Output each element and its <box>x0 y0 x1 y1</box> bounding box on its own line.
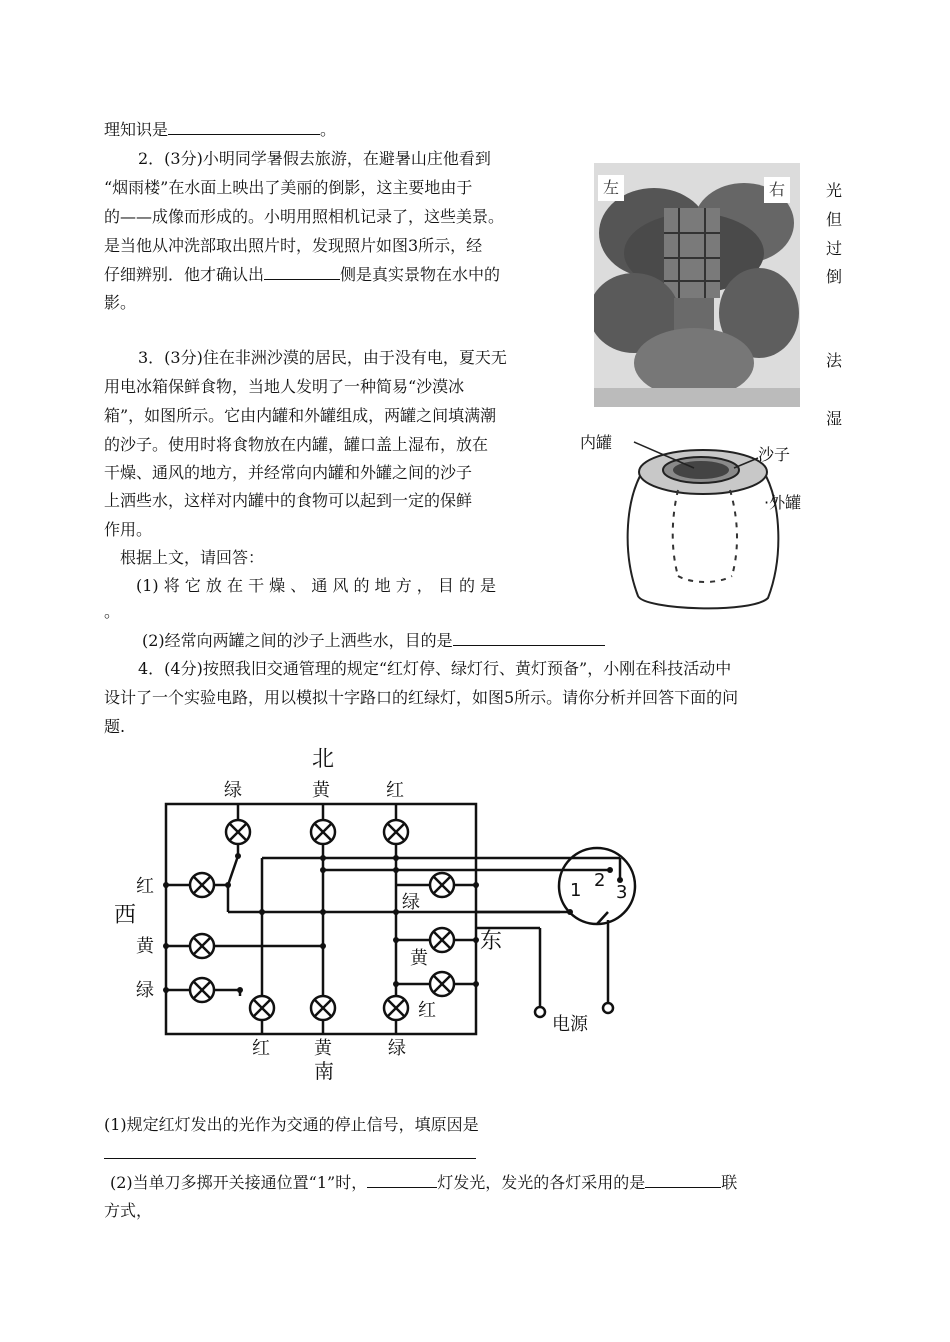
north-lamp-label: 红 <box>386 780 404 801</box>
q2-right-char: 光 <box>826 181 843 200</box>
q4-sub1: (1)规定红灯发出的光作为交通的停止信号，填原因是 <box>104 1115 479 1134</box>
lamp-icon <box>384 996 408 1020</box>
lamp-icon <box>384 820 408 844</box>
east-lamp-label: 绿 <box>402 892 420 913</box>
q2-line-3: 的——成像而形成的。小明用照相机记录了，这些美景。 <box>104 207 505 226</box>
q3-line-2: 用电冰箱保鲜食物，当地人发明了一种简易“沙漠冰 <box>104 377 465 396</box>
sand-fridge-drawing <box>582 424 832 616</box>
lamp-icon <box>190 978 214 1002</box>
q3-line-6: 上洒些水，这样对内罐中的食物可以起到一定的保鲜 <box>104 491 473 510</box>
south-lamp-label: 黄 <box>314 1038 332 1059</box>
q4-sub2-line2: 方式， <box>104 1201 153 1220</box>
q3-prompt: 根据上文，请回答： <box>120 548 265 567</box>
q1-answer-blank[interactable] <box>168 119 320 135</box>
lamp-icon <box>250 996 274 1020</box>
west-label: 西 <box>114 903 137 928</box>
lamp-icon <box>190 934 214 958</box>
q3-line-5: 干燥、通风的地方，并经常向内罐和外罐之间的沙子 <box>104 463 473 482</box>
north-lamp-label: 绿 <box>224 780 242 801</box>
q3-sub1: (1) 将 它 放 在 干 燥 、 通 风 的 地 方 ， 目 的 是 <box>136 576 497 595</box>
q4-sub1-blank[interactable] <box>104 1158 476 1159</box>
q3-right-char: 法 <box>826 351 843 370</box>
q1-tail: 理知识是 。 <box>104 120 337 139</box>
lamp-icon <box>430 928 454 952</box>
q4-line-3: 题. <box>104 717 126 736</box>
q4-sub2: (2)当单刀多掷开关接通位置“1”时， 灯发光，发光的各灯采用的是 联 <box>110 1173 738 1192</box>
q2-line-4: 是当他从冲洗部取出照片时，发现照片如图3所示，经 <box>104 236 483 255</box>
east-label: 东 <box>480 929 503 954</box>
jar-inner-label: 内罐 <box>580 433 613 452</box>
lamp-icon <box>430 873 454 897</box>
q4-connection-blank[interactable] <box>645 1172 721 1188</box>
q3-sub2: (2)经常向两罐之间的沙子上洒些水，目的是 <box>142 630 605 651</box>
south-lamp-label: 绿 <box>388 1038 406 1059</box>
west-lamp-label: 黄 <box>136 936 154 957</box>
q2-line-1: 2．(3分)小明同学暑假去旅游，在避暑山庄他看到 <box>138 149 491 168</box>
north-lamp-label: 黄 <box>312 780 330 801</box>
photo-right-label: 右 <box>764 177 790 203</box>
q3-line-1: 3．(3分)住在非洲沙漠的居民，由于没有电，夏天无 <box>138 348 507 367</box>
q2-line-6: 影。 <box>104 293 137 312</box>
jar-outer-label: ·外罐 <box>764 493 802 512</box>
q3-line-3: 箱”，如图所示。它由内罐和外罐组成，两罐之间填满潮 <box>104 406 497 425</box>
switch-position-label: 3 <box>616 882 628 903</box>
q4-line-1: 4．(4分)按照我旧交通管理的规定“红灯停、绿灯行、黄灯预备”，小刚在科技活动中 <box>138 659 732 678</box>
q3-right-char: 湿 <box>826 409 843 428</box>
reflection-photo <box>594 163 800 407</box>
lamp-icon <box>190 873 214 897</box>
lamp-icon <box>311 820 335 844</box>
q2-answer-blank[interactable] <box>264 264 340 280</box>
q3-sub1-end: 。 <box>104 602 121 621</box>
switch-position-label: 1 <box>570 880 582 901</box>
q2-right-char: 倒 <box>826 267 843 286</box>
jar-sand-label: 沙子 <box>758 445 791 464</box>
lamp-icon <box>311 996 335 1020</box>
north-label: 北 <box>312 747 335 772</box>
east-lamp-label: 黄 <box>410 948 428 969</box>
q4-lamp-blank[interactable] <box>367 1172 437 1188</box>
power-label: 电源 <box>552 1014 588 1035</box>
sand-fridge-figure <box>582 424 832 616</box>
q3-sub2-blank[interactable] <box>453 630 605 646</box>
south-lamp-label: 红 <box>252 1038 270 1059</box>
west-lamp-label: 绿 <box>136 980 154 1001</box>
traffic-light-circuit <box>100 740 660 1110</box>
lamp-icon <box>430 972 454 996</box>
q2-right-char: 但 <box>826 210 843 229</box>
q2-right-char: 过 <box>826 239 843 258</box>
switch-position-label: 2 <box>594 870 606 891</box>
west-lamp-label: 红 <box>136 876 154 897</box>
east-lamp-label: 红 <box>418 1000 436 1021</box>
q2-line-2: “烟雨楼”在水面上映出了美丽的倒影，这主要地由于 <box>104 178 473 197</box>
south-label: 南 <box>314 1059 334 1083</box>
q3-line-4: 的沙子。使用时将食物放在内罐，罐口盖上湿布，放在 <box>104 435 489 454</box>
q2-line-5: 仔细辨别．他才确认出 侧是真实景物在水中的 <box>104 265 501 284</box>
q3-line-7: 作用。 <box>104 520 153 539</box>
q4-line-2: 设计了一个实验电路，用以模拟十字路口的红绿灯，如图5所示。请你分析并回答下面的问 <box>104 688 739 707</box>
lamp-icon <box>226 820 250 844</box>
photo-left-label: 左 <box>598 175 624 201</box>
